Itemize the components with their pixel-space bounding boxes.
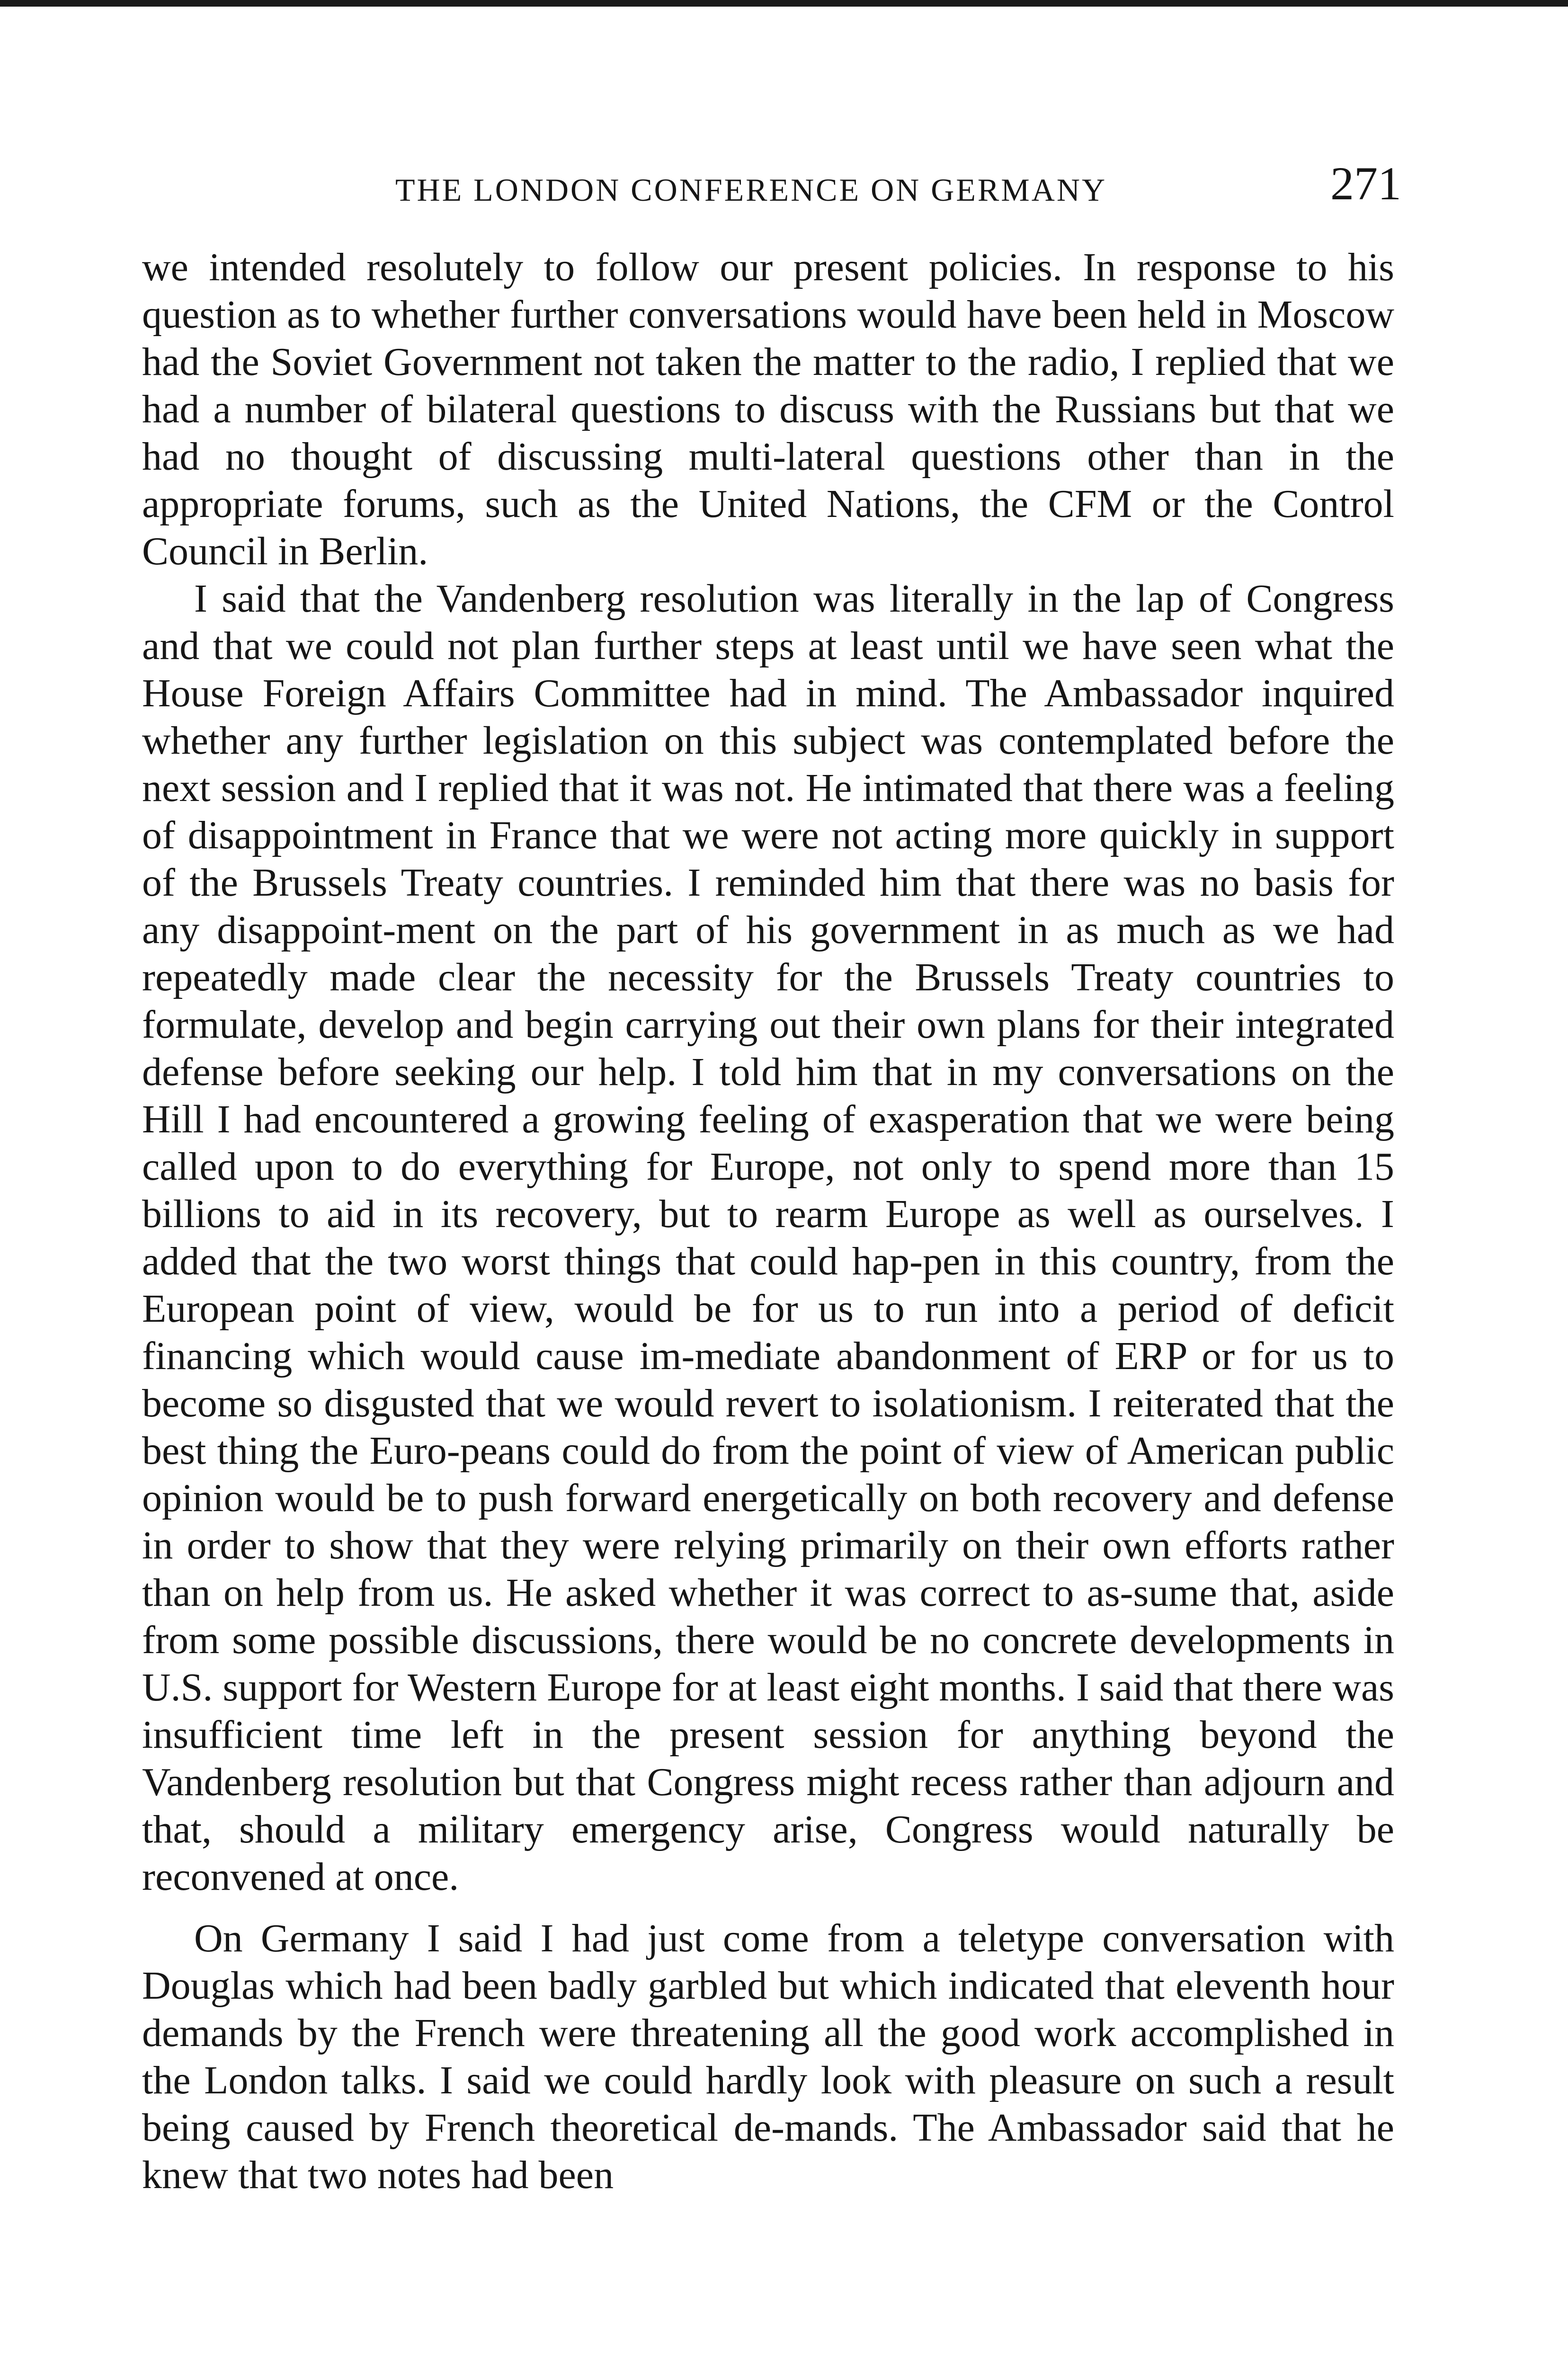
running-title: THE LONDON CONFERENCE ON GERMANY bbox=[395, 172, 1107, 208]
paragraph-1: we intended resolutely to follow our present policies. In response to his question as to whether further conversations would have been held in Moscow had the Soviet Government not taken the matter to the radio, I replied that we had a number of bilateral questions to discuss with the Russians but that we had no thought of discussing multi-lateral questions other than in the appropriate forums, such as the United Nations, the CFM or the Control Council in Berlin. bbox=[142, 245, 1394, 573]
body-text bbox=[142, 244, 1394, 2199]
page-number: 271 bbox=[1330, 157, 1401, 210]
running-head bbox=[156, 156, 1401, 222]
paragraph-2: I said that the Vandenberg resolution was literally in the lap of Congress and that we could not plan further steps at least until we have seen what the House Foreign Affairs Committee had in mind. The Ambassador inquired whether any further legislation on this subject was contemplated before the next session and I replied that it was not. He intimated that there was a feeling of disappointment in France that we were not acting more quickly in support of the Brussels Treaty countries. I reminded him that there was no basis for any disappoint-ment on the part of his government in as much as we had repeatedly made clear the necessity for the Brussels Treaty countries to formulate, develop and begin carrying out their own plans for their integrated defense before seeking our help. I told him that in my conversations on the Hill I had encountered a growing feeling of exasperation that we were being called upon to do everything for Europe, not only to spend more than 15 billions to aid in its recovery, but to rearm Europe as well as ourselves. I added that the two worst things that could hap-pen in this country, from the European point of view, would be for us to run into a period of deficit financing which would cause im-mediate abandonment of ERP or for us to become so disgusted that we would revert to isolationism. I reiterated that the best thing the Euro-peans could do from the point of view of American public opinion would be to push forward energetically on both recovery and defense in order to show that they were relying primarily on their own efforts rather than on help from us. He asked whether it was correct to as-sume that, aside from some possible discussions, there would be no concrete developments in U.S. support for Western Europe for at least eight months. I said that there was insufficient time left in the present session for anything beyond the Vandenberg resolution but that Congress might recess rather than adjourn and that, should a military emergency arise, Congress would naturally be reconvened at once. bbox=[142, 577, 1394, 1899]
paragraph-3: On Germany I said I had just come from a teletype conversation with Douglas which had been badly garbled but which indicated that eleventh hour demands by the French were threatening all the good work accomplished in the London talks. I said we could hardly look with pleasure on such a result being caused by French theoretical de-mands. The Ambassador said that he knew that two notes had been bbox=[142, 1916, 1394, 2197]
